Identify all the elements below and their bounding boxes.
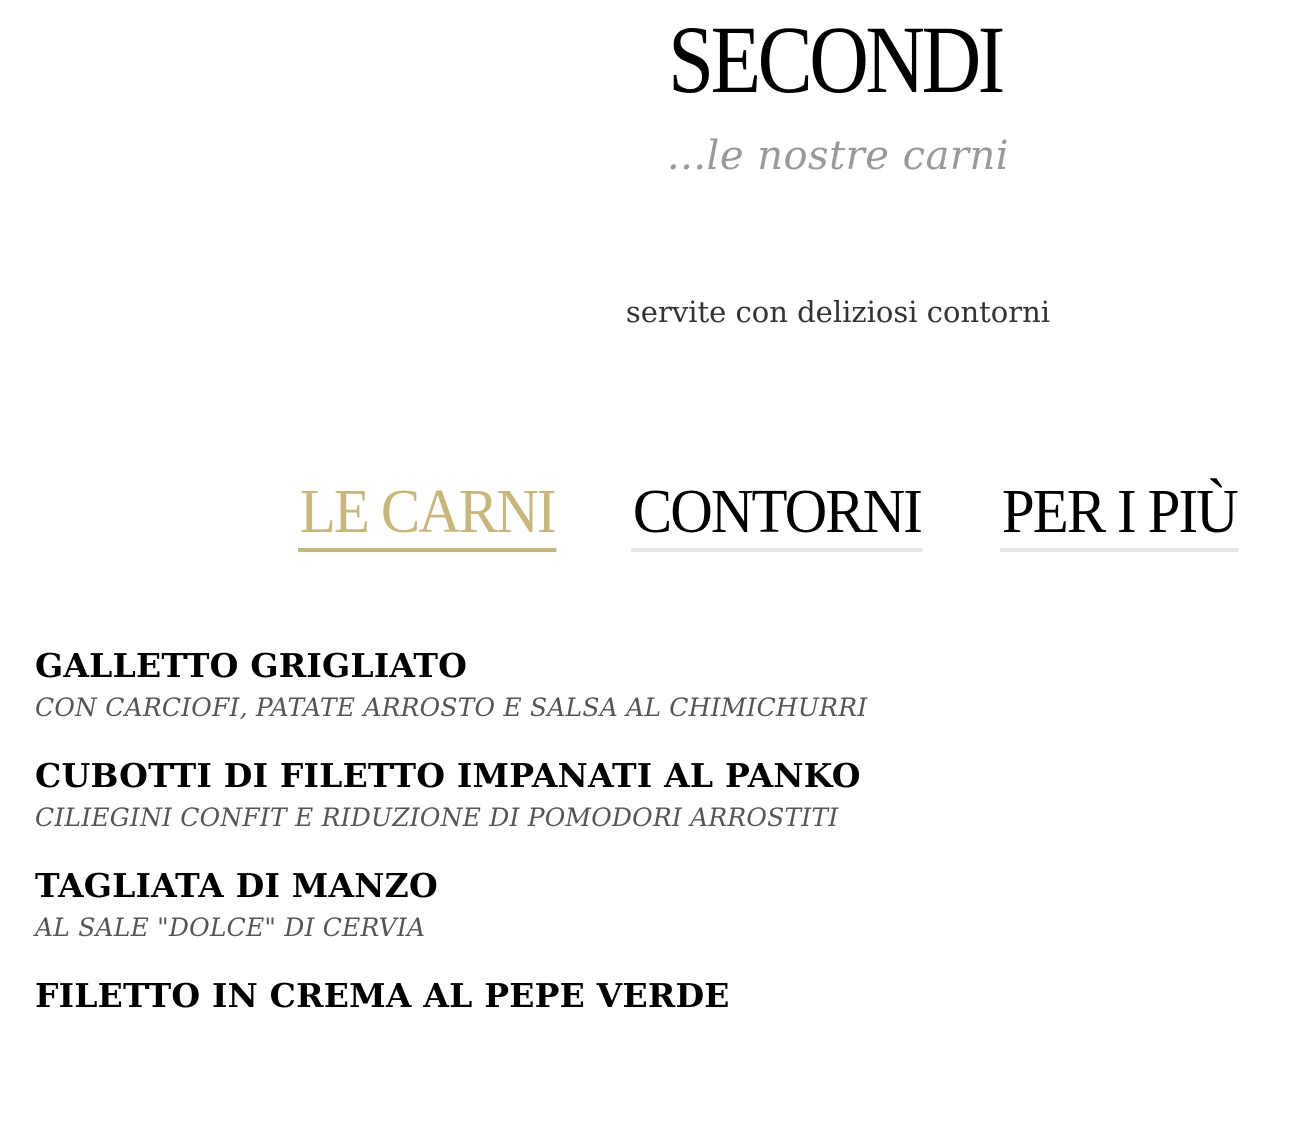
list-item [35,750,1115,834]
dish-list [35,640,1115,1048]
menu-tabs [298,478,1307,552]
page-subtitle: ...le nostre carni [666,133,1010,179]
dish-name: FILETTO IN CREMA AL PEPE VERDE [35,976,730,1015]
tagline: servite con deliziosi contorni [625,295,1051,329]
dish-description: AL SALE "DOLCE" DI CERVIA [35,913,426,942]
list-item [35,640,1115,724]
page-title: SECONDI [668,6,1002,113]
dish-name: CUBOTTI DI FILETTO IMPANATI AL PANKO [35,756,861,795]
tab-contorni[interactable]: CONTORNI [631,478,923,552]
dish-name: TAGLIATA DI MANZO [35,866,438,905]
list-item [35,970,1115,1022]
tab-le-carni[interactable]: LE CARNI [298,478,557,552]
dish-description: CON CARCIOFI, PATATE ARROSTO E SALSA AL CHIMICHURRI [35,693,868,722]
dish-name: GALLETTO GRIGLIATO [35,646,468,685]
tab-per-i-piu[interactable]: PER I PIÙ [1000,478,1239,552]
list-item [35,860,1115,944]
dish-description: CILIEGINI CONFIT E RIDUZIONE DI POMODORI ARROSTITI [35,803,839,832]
